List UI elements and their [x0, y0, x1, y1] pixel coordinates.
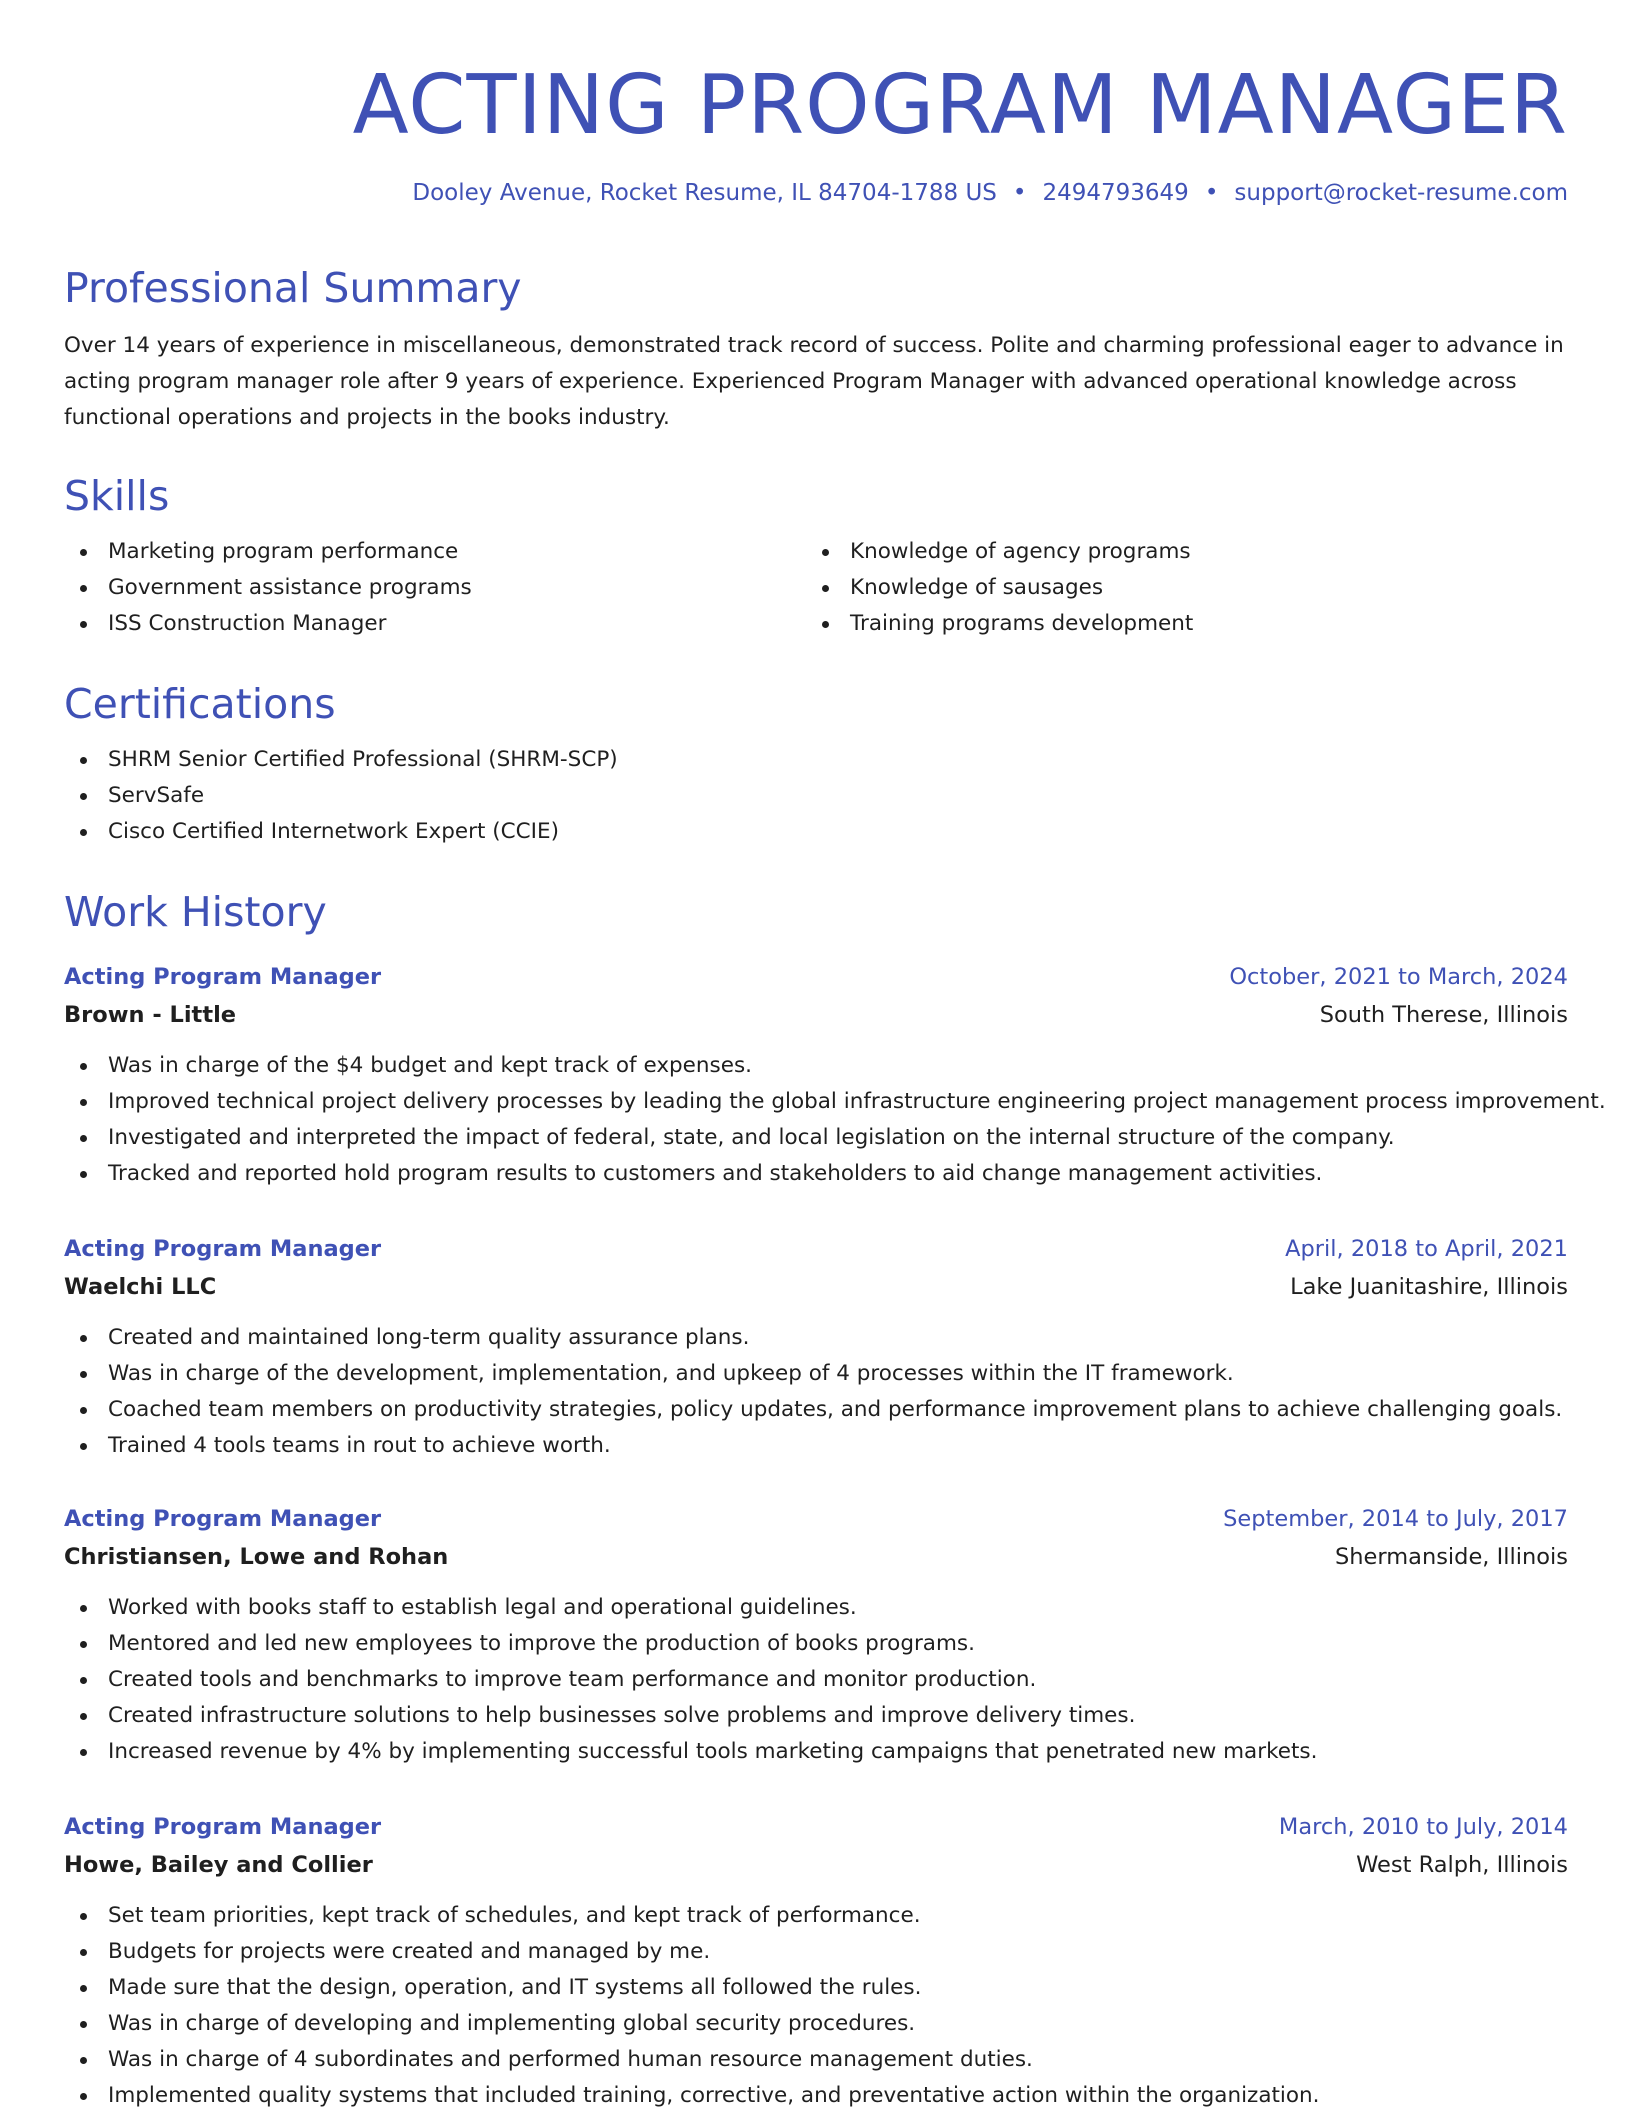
job-entry [64, 1500, 1568, 1770]
job-bullet: Tracked and reported hold program results to customers and stakeholders to aid change management activities. [64, 1156, 1568, 1192]
job-title-row [64, 958, 1568, 996]
job-bullet: Improved technical project delivery processes by leading the global infrastructure engineering project management process improvement. [64, 1084, 1568, 1120]
job-company-row [64, 1538, 1568, 1576]
job-dates: April, 2018 to April, 2021 [1285, 1236, 1568, 1262]
skill-item: ISS Construction Manager [64, 606, 806, 642]
job-entry [64, 1230, 1568, 1464]
job-title-row [64, 1808, 1568, 1846]
job-dates: September, 2014 to July, 2017 [1223, 1506, 1568, 1532]
job-bullet: Budgets for projects were created and managed by me. [64, 1934, 1568, 1970]
skill-item: Knowledge of sausages [806, 570, 1548, 606]
summary-section [64, 262, 1568, 436]
job-bullet: Worked with books staff to establish legal and operational guidelines. [64, 1590, 1568, 1626]
job-entry [64, 958, 1606, 1192]
job-bullet: Trained 4 tools teams in rout to achieve worth. [64, 1428, 1568, 1464]
certifications-list [64, 742, 1568, 850]
job-location: Shermanside, Illinois [1335, 1544, 1568, 1570]
certification-item: SHRM Senior Certified Professional (SHRM-SCP) [64, 742, 1568, 778]
job-bullets [64, 1320, 1568, 1464]
job-dates: October, 2021 to March, 2024 [1229, 964, 1568, 990]
work-history-section [64, 886, 1568, 938]
contact-line [412, 180, 1568, 206]
job-title-row [64, 1500, 1568, 1538]
job-title: Acting Program Manager [64, 964, 382, 990]
contact-email[interactable]: support@rocket-resume.com [1234, 180, 1568, 206]
job-bullet: Created and maintained long-term quality assurance plans. [64, 1320, 1568, 1356]
job-dates: March, 2010 to July, 2014 [1278, 1814, 1568, 1840]
job-bullet: Investigated and interpreted the impact of federal, state, and local legislation on the internal structure of the company. [64, 1120, 1568, 1156]
job-bullet: Was in charge of 4 subordinates and performed human resource management duties. [64, 2042, 1568, 2078]
skills-list-right [806, 534, 1548, 642]
job-title-row [64, 1230, 1568, 1268]
skill-item: Marketing program performance [64, 534, 806, 570]
job-bullet: Mentored and led new employees to improve the production of books programs. [64, 1626, 1568, 1662]
skills-columns [64, 534, 1568, 642]
job-bullets [64, 1898, 1568, 2114]
certification-item: Cisco Certified Internetwork Expert (CCIE) [64, 814, 1568, 850]
skill-item: Knowledge of agency programs [806, 534, 1548, 570]
contact-separator: • [1204, 180, 1219, 206]
work-history-title: Work History [64, 888, 327, 936]
job-title: Acting Program Manager [64, 1814, 382, 1840]
contact-address: Dooley Avenue, Rocket Resume, IL 84704-1788 US [412, 180, 997, 206]
job-bullets [64, 1048, 1606, 1192]
resume-header [64, 0, 1568, 206]
summary-title: Professional Summary [64, 264, 522, 312]
skills-section [64, 470, 1568, 642]
summary-text: Over 14 years of experience in miscellaneous, demonstrated track record of success. Polite and charming professional eager to advance in acting program manager role after 9 years of experience. Experienced Program Manager with advanced operational knowledge across functional operations and projects in the books industry. [64, 333, 1564, 430]
resume-name: ACTING PROGRAM MANAGER [352, 58, 1568, 153]
job-company: Waelchi LLC [64, 1274, 217, 1300]
job-bullets [64, 1590, 1568, 1770]
job-location: Lake Juanitashire, Illinois [1290, 1274, 1568, 1300]
job-company-row [64, 996, 1568, 1034]
job-company-row [64, 1846, 1568, 1884]
skills-title: Skills [64, 472, 170, 520]
skill-item: Training programs development [806, 606, 1548, 642]
job-bullet: Was in charge of developing and implementing global security procedures. [64, 2006, 1568, 2042]
job-entry [64, 1808, 1568, 2114]
job-bullet: Set team priorities, kept track of schedules, and kept track of performance. [64, 1898, 1568, 1934]
contact-separator: • [1012, 180, 1027, 206]
job-bullet: Created tools and benchmarks to improve team performance and monitor production. [64, 1662, 1568, 1698]
certifications-section [64, 678, 1568, 850]
resume-page [64, 0, 1606, 2108]
job-bullet: Implemented quality systems that included training, corrective, and preventative action within the organization. [64, 2078, 1568, 2114]
job-company: Howe, Bailey and Collier [64, 1852, 373, 1878]
skills-list-left [64, 534, 806, 642]
job-bullet: Was in charge of the development, implementation, and upkeep of 4 processes within the IT framework. [64, 1356, 1568, 1392]
job-company-row [64, 1268, 1568, 1306]
skill-item: Government assistance programs [64, 570, 806, 606]
job-bullet: Created infrastructure solutions to help businesses solve problems and improve delivery times. [64, 1698, 1568, 1734]
job-location: South Therese, Illinois [1319, 1002, 1568, 1028]
certifications-title: Certifications [64, 680, 336, 728]
contact-phone: 2494793649 [1042, 180, 1189, 206]
job-bullet: Was in charge of the $4 budget and kept track of expenses. [64, 1048, 1568, 1084]
job-location: West Ralph, Illinois [1356, 1852, 1568, 1878]
job-company: Christiansen, Lowe and Rohan [64, 1544, 449, 1570]
job-bullet: Increased revenue by 4% by implementing successful tools marketing campaigns that penetrated new markets. [64, 1734, 1568, 1770]
certification-item: ServSafe [64, 778, 1568, 814]
job-bullet: Made sure that the design, operation, and IT systems all followed the rules. [64, 1970, 1568, 2006]
job-bullet: Coached team members on productivity strategies, policy updates, and performance improvement plans to achieve challenging goals. [64, 1392, 1568, 1428]
job-title: Acting Program Manager [64, 1236, 382, 1262]
job-company: Brown - Little [64, 1002, 237, 1028]
job-title: Acting Program Manager [64, 1506, 382, 1532]
